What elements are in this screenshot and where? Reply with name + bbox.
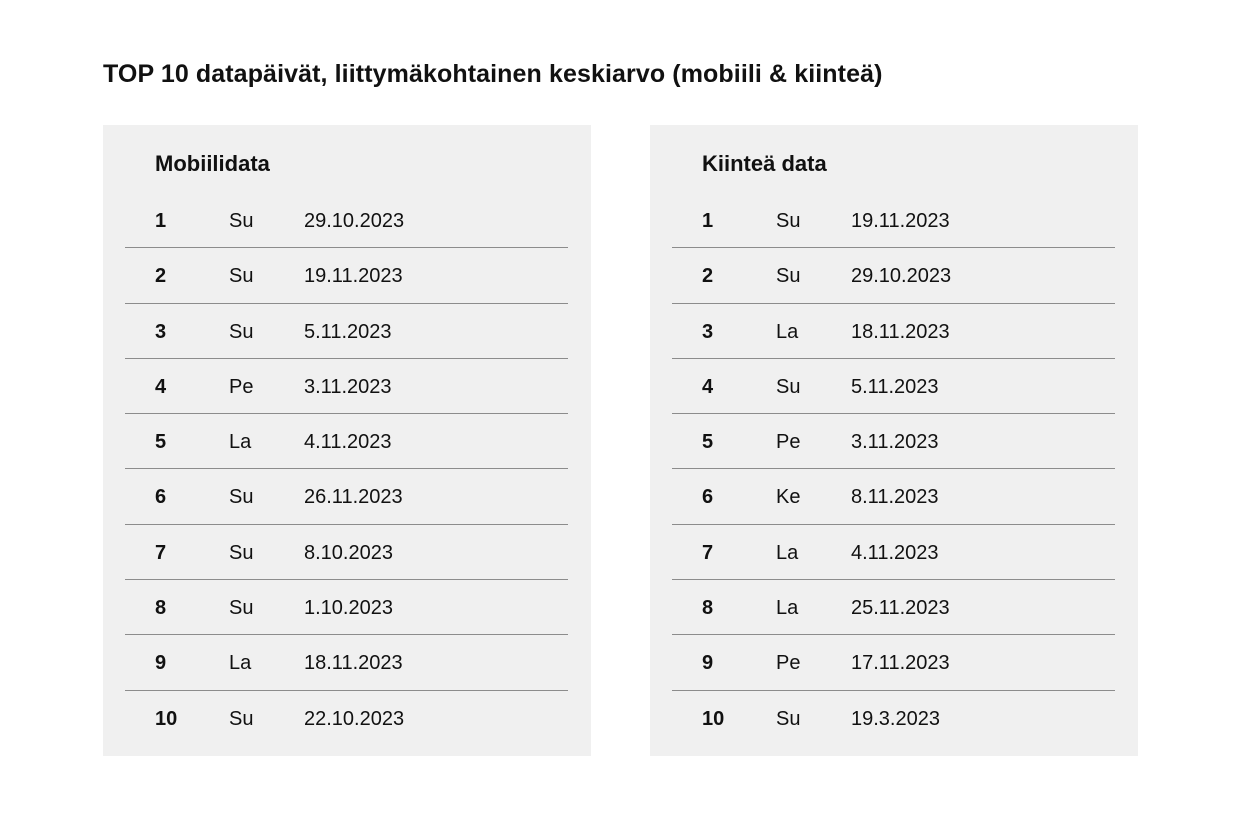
date-cell: 29.10.2023 [851,265,952,288]
mobile-data-list [125,193,568,746]
rank-cell: 4 [155,375,167,398]
date-cell: 1.10.2023 [304,597,393,620]
date-cell: 19.11.2023 [851,210,950,232]
weekday-cell: Pe [776,431,801,454]
table-row [125,359,568,414]
rank-cell: 8 [702,597,714,620]
date-cell: 18.11.2023 [851,320,950,343]
date-cell: 25.11.2023 [851,597,950,620]
weekday-cell: Su [229,707,254,730]
table-row [125,691,568,746]
table-row [672,635,1115,690]
table-row [125,414,568,469]
rank-cell: 1 [155,210,167,232]
date-cell: 29.10.2023 [304,210,405,232]
rank-cell: 9 [702,652,714,675]
weekday-cell: Pe [229,375,254,398]
rank-cell: 10 [155,707,178,730]
table-row [125,469,568,524]
date-cell: 8.10.2023 [304,541,393,564]
rank-cell: 2 [155,265,167,288]
rank-cell: 3 [155,320,167,343]
fixed-data-panel [650,125,1138,756]
weekday-cell: Su [229,541,254,564]
rank-cell: 4 [702,375,714,398]
table-row [125,304,568,359]
rank-cell: 2 [702,265,714,288]
rank-cell: 8 [155,597,167,620]
date-cell: 19.11.2023 [304,265,403,288]
rank-cell: 6 [702,486,714,509]
date-cell: 19.3.2023 [851,707,940,730]
mobile-data-heading: Mobiilidata [155,151,270,176]
weekday-cell: Su [229,265,254,288]
date-cell: 18.11.2023 [304,652,403,675]
fixed-data-list [672,193,1115,746]
weekday-cell: Su [229,486,254,509]
table-row [125,193,568,248]
rank-cell: 1 [702,210,714,232]
weekday-cell: Su [776,210,801,232]
weekday-cell: La [229,652,252,675]
weekday-cell: Su [229,210,254,232]
table-row [125,525,568,580]
table-row [672,525,1115,580]
date-cell: 5.11.2023 [304,320,392,343]
rank-cell: 5 [702,431,714,454]
table-row [672,248,1115,303]
date-cell: 3.11.2023 [304,375,392,398]
table-row [125,248,568,303]
weekday-cell: Su [229,597,254,620]
weekday-cell: Su [229,320,254,343]
date-cell: 17.11.2023 [851,652,950,675]
weekday-cell: La [776,597,799,620]
rank-cell: 3 [702,320,714,343]
weekday-cell: Ke [776,486,801,509]
date-cell: 8.11.2023 [851,486,939,509]
rank-cell: 6 [155,486,167,509]
page-title: TOP 10 datapäivät, liittymäkohtainen keskiarvo (mobiili & kiinteä) [103,60,883,88]
table-row [672,359,1115,414]
table-row [672,193,1115,248]
table-row [672,304,1115,359]
weekday-cell: Su [776,265,801,288]
rank-cell: 5 [155,431,167,454]
weekday-cell: Pe [776,652,801,675]
table-row [125,635,568,690]
rank-cell: 9 [155,652,167,675]
date-cell: 4.11.2023 [304,431,392,454]
date-cell: 5.11.2023 [851,375,939,398]
rank-cell: 7 [702,541,714,564]
date-cell: 3.11.2023 [851,431,939,454]
weekday-cell: Su [776,375,801,398]
table-row [672,691,1115,746]
rank-cell: 10 [702,707,725,730]
date-cell: 26.11.2023 [304,486,403,509]
weekday-cell: La [776,320,799,343]
table-row [672,414,1115,469]
date-cell: 4.11.2023 [851,541,939,564]
rank-cell: 7 [155,541,167,564]
date-cell: 22.10.2023 [304,707,405,730]
table-row [125,580,568,635]
table-row [672,469,1115,524]
weekday-cell: La [229,431,252,454]
weekday-cell: La [776,541,799,564]
weekday-cell: Su [776,707,801,730]
mobile-data-panel [103,125,591,756]
fixed-data-heading: Kiinteä data [702,151,827,176]
table-row [672,580,1115,635]
